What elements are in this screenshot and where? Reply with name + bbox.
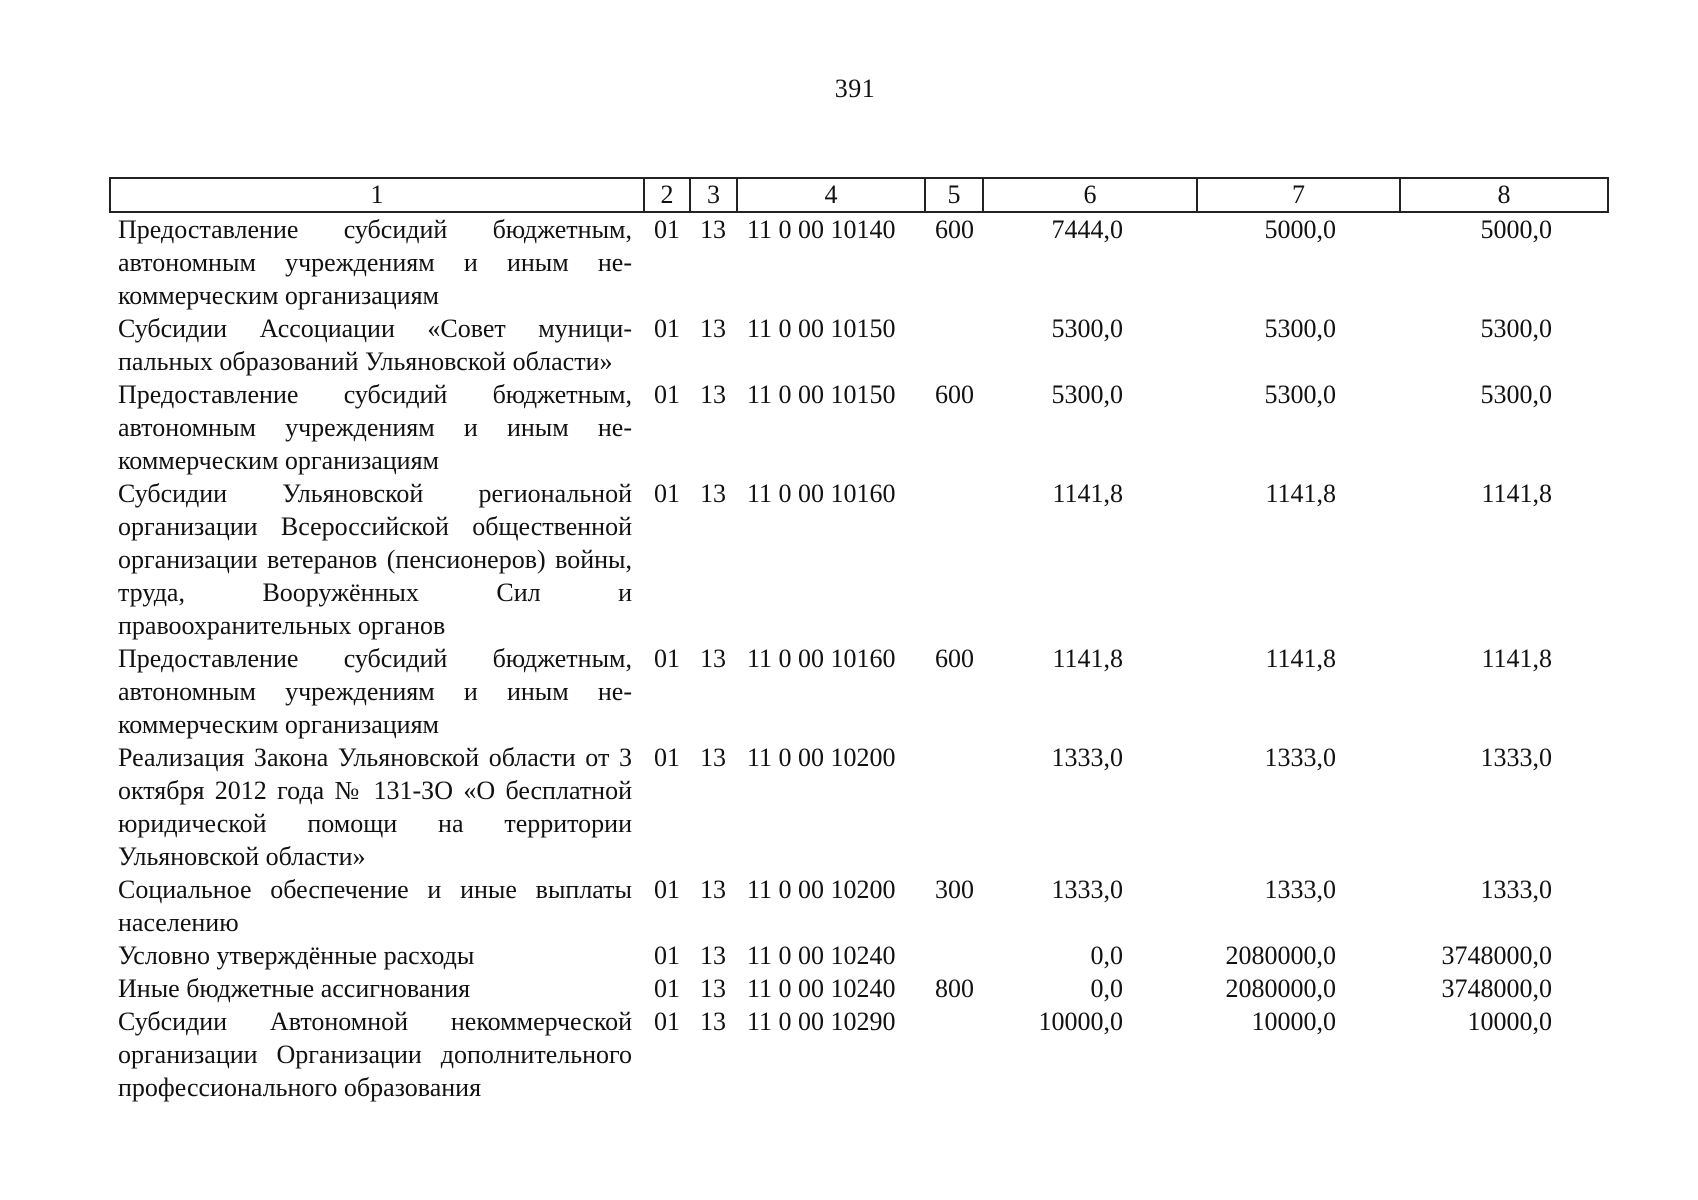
table-body	[110, 212, 1608, 1104]
table-row	[110, 939, 1608, 972]
row-amount-col-7: 1333,0	[1264, 875, 1336, 904]
header-col-4: 4	[737, 178, 925, 212]
row-expense-type-code	[925, 477, 983, 642]
row-amount-col-6: 5300,0	[1051, 380, 1123, 409]
row-expense-type-code	[925, 312, 983, 378]
table-row	[110, 312, 1608, 378]
row-subsection-code: 13	[700, 479, 726, 508]
row-name: Реализация Закона Ульяновской области от 3 октября 2012 года № 131-ЗО «О бесплатной юридической помощи на территории Ульяновской области»	[118, 743, 632, 871]
row-amount-col-6: 10000,0	[1038, 1007, 1123, 1036]
table-row	[110, 642, 1608, 741]
row-target-article-code: 11 0 00 10240	[747, 941, 896, 970]
header-col-3: 3	[690, 178, 737, 212]
row-expense-type-code	[925, 939, 983, 972]
table-row	[110, 378, 1608, 477]
row-name: Субсидии Ульяновской региональной организации Всероссийской общественной организации ветеранов (пенсионеров) войны, труда, Вооружённых Сил и правоохранительных органов	[118, 479, 632, 640]
row-amount-col-6: 0,0	[1090, 941, 1123, 970]
row-amount-col-6: 1333,0	[1051, 875, 1123, 904]
page-number: 391	[834, 74, 876, 103]
row-expense-type-code	[925, 741, 983, 873]
row-amount-col-8: 5000,0	[1480, 215, 1552, 244]
row-section-code: 01	[654, 314, 680, 343]
header-col-7: 7	[1197, 178, 1400, 212]
row-amount-col-7: 1141,8	[1265, 644, 1336, 673]
row-amount-col-7: 5000,0	[1264, 215, 1336, 244]
row-section-code: 01	[654, 479, 680, 508]
table-row	[110, 477, 1608, 642]
row-amount-col-8: 3748000,0	[1441, 974, 1552, 1003]
row-expense-type-code: 800	[935, 974, 974, 1003]
row-section-code: 01	[654, 1007, 680, 1036]
row-expense-type-code: 600	[935, 644, 974, 673]
header-col-2: 2	[644, 178, 690, 212]
row-name: Предоставление субсидий бюджетным, автономным учреждениям и иным некоммерческим организациям	[118, 644, 632, 739]
row-target-article-code: 11 0 00 10150	[747, 314, 896, 343]
table-row	[110, 972, 1608, 1005]
header-col-8: 8	[1400, 178, 1608, 212]
row-target-article-code: 11 0 00 10150	[747, 380, 896, 409]
table-row	[110, 873, 1608, 939]
row-subsection-code: 13	[700, 974, 726, 1003]
row-section-code: 01	[654, 974, 680, 1003]
row-section-code: 01	[654, 380, 680, 409]
row-name: Субсидии Автономной некоммерческой организации Организации дополнительного профессионального образования	[118, 1007, 632, 1102]
row-section-code: 01	[654, 941, 680, 970]
row-name: Социальное обеспечение и иные выплаты населению	[118, 875, 632, 937]
row-amount-col-8: 1333,0	[1480, 875, 1552, 904]
row-amount-col-6: 5300,0	[1051, 314, 1123, 343]
row-expense-type-code	[925, 1005, 983, 1104]
row-subsection-code: 13	[700, 380, 726, 409]
row-subsection-code: 13	[700, 743, 726, 772]
row-expense-type-code: 600	[935, 215, 974, 244]
row-name: Условно утверждённые расходы	[118, 941, 475, 970]
table-row	[110, 212, 1608, 312]
row-subsection-code: 13	[700, 215, 726, 244]
row-amount-col-7: 5300,0	[1264, 380, 1336, 409]
row-amount-col-7: 5300,0	[1264, 314, 1336, 343]
row-amount-col-6: 1141,8	[1052, 479, 1123, 508]
row-amount-col-8: 3748000,0	[1441, 941, 1552, 970]
row-subsection-code: 13	[700, 1007, 726, 1036]
row-subsection-code: 13	[700, 941, 726, 970]
row-amount-col-6: 7444,0	[1051, 215, 1123, 244]
table-row	[110, 741, 1608, 873]
row-expense-type-code: 600	[935, 380, 974, 409]
row-amount-col-7: 1333,0	[1264, 743, 1336, 772]
row-subsection-code: 13	[700, 644, 726, 673]
header-row	[110, 178, 1608, 212]
row-amount-col-8: 5300,0	[1480, 380, 1552, 409]
table-header	[110, 178, 1608, 212]
row-amount-col-8: 1333,0	[1480, 743, 1552, 772]
row-expense-type-code: 300	[935, 875, 974, 904]
row-name: Предоставление субсидий бюджетным, автономным учреждениям и иным некоммерческим организациям	[118, 380, 632, 475]
header-col-6: 6	[983, 178, 1197, 212]
row-amount-col-8: 1141,8	[1481, 644, 1552, 673]
row-amount-col-7: 1141,8	[1265, 479, 1336, 508]
row-amount-col-7: 10000,0	[1251, 1007, 1336, 1036]
row-amount-col-8: 5300,0	[1480, 314, 1552, 343]
row-section-code: 01	[654, 644, 680, 673]
row-amount-col-7: 2080000,0	[1225, 941, 1336, 970]
row-amount-col-6: 1333,0	[1051, 743, 1123, 772]
row-section-code: 01	[654, 215, 680, 244]
row-amount-col-8: 10000,0	[1467, 1007, 1552, 1036]
budget-table	[109, 177, 1609, 1104]
row-amount-col-8: 1141,8	[1481, 479, 1552, 508]
row-amount-col-6: 1141,8	[1052, 644, 1123, 673]
row-section-code: 01	[654, 875, 680, 904]
row-section-code: 01	[654, 743, 680, 772]
row-target-article-code: 11 0 00 10160	[747, 644, 896, 673]
row-subsection-code: 13	[700, 875, 726, 904]
row-target-article-code: 11 0 00 10240	[747, 974, 896, 1003]
row-target-article-code: 11 0 00 10140	[747, 215, 896, 244]
row-amount-col-6: 0,0	[1090, 974, 1123, 1003]
header-col-1: 1	[110, 178, 644, 212]
header-col-5: 5	[925, 178, 983, 212]
row-amount-col-7: 2080000,0	[1225, 974, 1336, 1003]
row-name: Предоставление субсидий бюджетным, автономным учреждениям и иным некоммерческим организациям	[118, 215, 632, 310]
row-target-article-code: 11 0 00 10200	[747, 875, 896, 904]
row-name: Субсидии Ассоциации «Совет муниципальных образований Ульяновской области»	[118, 314, 632, 376]
row-name: Иные бюджетные ассигнования	[118, 974, 471, 1003]
row-subsection-code: 13	[700, 314, 726, 343]
row-target-article-code: 11 0 00 10160	[747, 479, 896, 508]
row-target-article-code: 11 0 00 10200	[747, 743, 896, 772]
table-row	[110, 1005, 1608, 1104]
row-target-article-code: 11 0 00 10290	[747, 1007, 896, 1036]
